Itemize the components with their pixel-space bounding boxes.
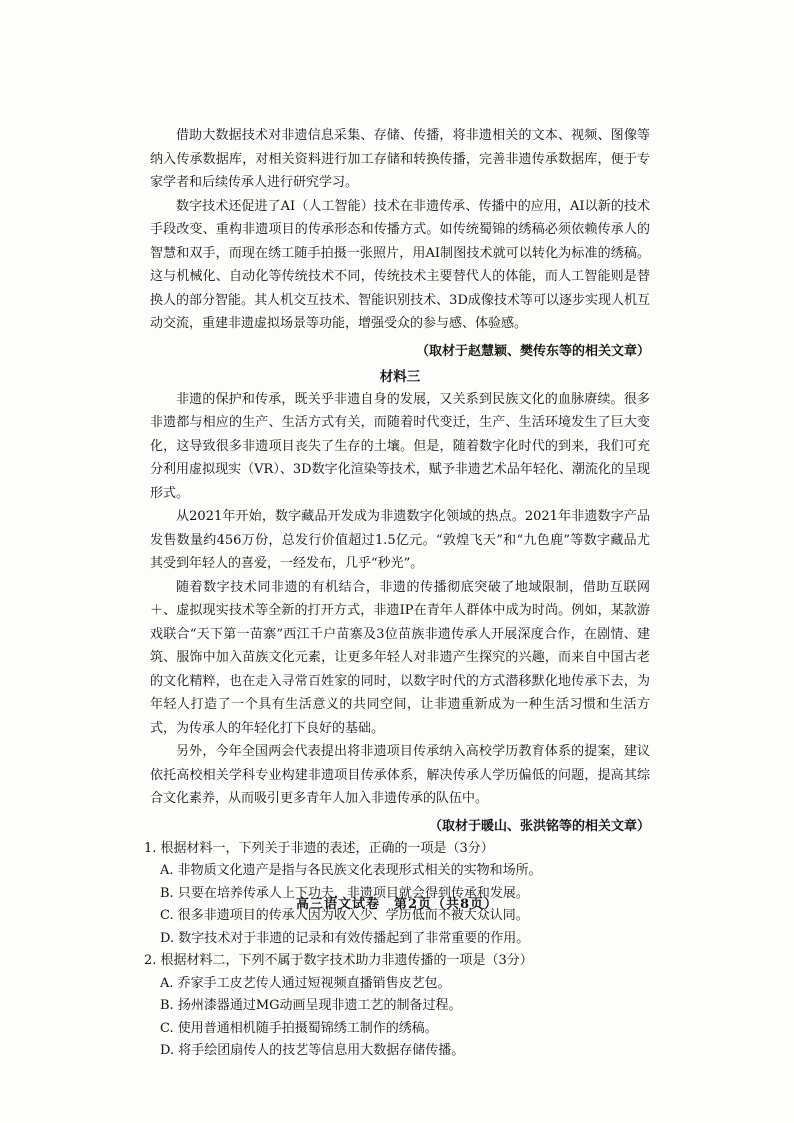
question-list [144, 838, 650, 1063]
question-option: D. 将手绘团扇传人的技艺等信息用大数据存储传播。 [160, 1043, 465, 1058]
paragraph-material2-p2: 数字技术还促进了AI（人工智能）技术在非遗传承、传播中的应用，AI以新的技术手段改变、重构非遗项目的传承形态和传播方式。如传统蜀锦的绣稿必须依赖传承人的智慧和双手，而现在绣工随手拍摄一张照片，用AI制图技术就可以转化为标准的绣稿。这与机械化、自动化等传统技术不同，传统技术主要替代人的体能，而人工智能则是替换人的部分智能。其人机交互技术、智能识别技术、3D成像技术等可以逐步实现人机互动交流，重建非遗虚拟场景等功能，增强受众的参与感、体验感。 [150, 198, 650, 331]
paragraph-material3-p3: 随着数字技术同非遗的有机结合，非遗的传播彻底突破了地域限制，借助互联网＋、虚拟现实技术等全新的打开方式，非遗IP在青年人群体中成为时尚。例如，某款游戏联合“天下第一苗寨”西江千户苗寨及3位苗族非遗传承人开展深度合作，在剧情、建筑、服饰中加入苗族文化元素，让更多年轻人对非遗产生探究的兴趣，而来自中国古老的文化精粹，也在走入寻常百姓家的同时，以数字时代的方式潜移默化地传承下去，为年轻人打造了一个具有生活意义的共同空间，让非遗重新成为一种生活习惯和生活方式，为传承人的年轻化打下良好的基础。 [150, 579, 650, 736]
question-2 [144, 950, 650, 1063]
paragraph-material3-p4: 另外，今年全国两会代表提出将非遗项目传承纳入高校学历教育体系的提案，建议依托高校相关学科专业构建非遗项目传承体系，解决传承人学历偏低的问题，提高其综合文化素养，从而吸引更多青年人加入非遗传承的队伍中。 [150, 744, 650, 806]
paragraph-material3-p2: 从2021年开始，数字藏品开发成为非遗数字化领域的热点。2021年非遗数字产品发售数量约456万份，总发行价值超过1.5亿元。“敦煌飞天”和“九色鹿”等数字藏品尤其受到年轻人的喜爱，一经发布，几乎“秒光”。 [150, 509, 650, 571]
question-option: A. 乔家手工皮艺传人通过短视频直播销售皮艺包。 [160, 975, 451, 991]
paragraph-material2-p1: 借助大数据技术对非遗信息采集、存储、传播，将非遗相关的文本、视频、图像等纳入传承数据库，对相关资料进行加工存储和转换传播，完善非遗传承数据库，便于专家学者和后续传承人进行研究学习。 [150, 128, 650, 190]
source-citation-material3: （取材于暖山、张洪铭等的相关文章） [428, 818, 650, 834]
question-stem: 2. 根据材料二，下列不属于数字技术助力非遗传播的一项是（3分） [144, 953, 533, 968]
question-stem: 1. 根据材料一，下列关于非遗的表述，正确的一项是（3分） [144, 840, 494, 856]
question-option: B. 扬州漆器通过MG动画呈现非遗工艺的制备过程。 [160, 998, 462, 1013]
question-option: A. 非物质文化遗产是指与各民族文化表现形式相关的实物和场所。 [160, 863, 542, 878]
question-option: B. 只要在培养传承人上下功夫，非遗项目就会得到传承和发展。 [160, 885, 529, 901]
paragraph-material3-p1: 非遗的保护和传承，既关乎非遗自身的发展，又关系到民族文化的血脉赓续。很多非遗都与相应的生产、生活方式有关，而随着时代变迁，生产、生活环境发生了巨大变化，这导致很多非遗项目丧失了生存的土壤。但是，随着数字化时代的到来，我们可充分利用虚拟现实（VR）、3D数字化渲染等技术，赋予非遗艺术品年轻化、潮流化的呈现形式。 [150, 391, 650, 501]
page-content [144, 124, 650, 1063]
question-option: C. 很多非遗项目的传承人因为收入少、学历低而不被大众认同。 [160, 908, 529, 923]
source-citation-material2: （取材于赵慧颖、樊传东等的相关文章） [415, 343, 650, 359]
question-option: D. 数字技术对于非遗的记录和有效传播起到了非常重要的作用。 [160, 930, 530, 946]
question-option: C. 使用普通相机随手拍摄蜀锦绣工制作的绣稿。 [160, 1020, 438, 1036]
page-footer: 高三语文试卷 第2页（共8页） [295, 897, 499, 912]
section-title-material3: 材料三 [379, 368, 421, 385]
